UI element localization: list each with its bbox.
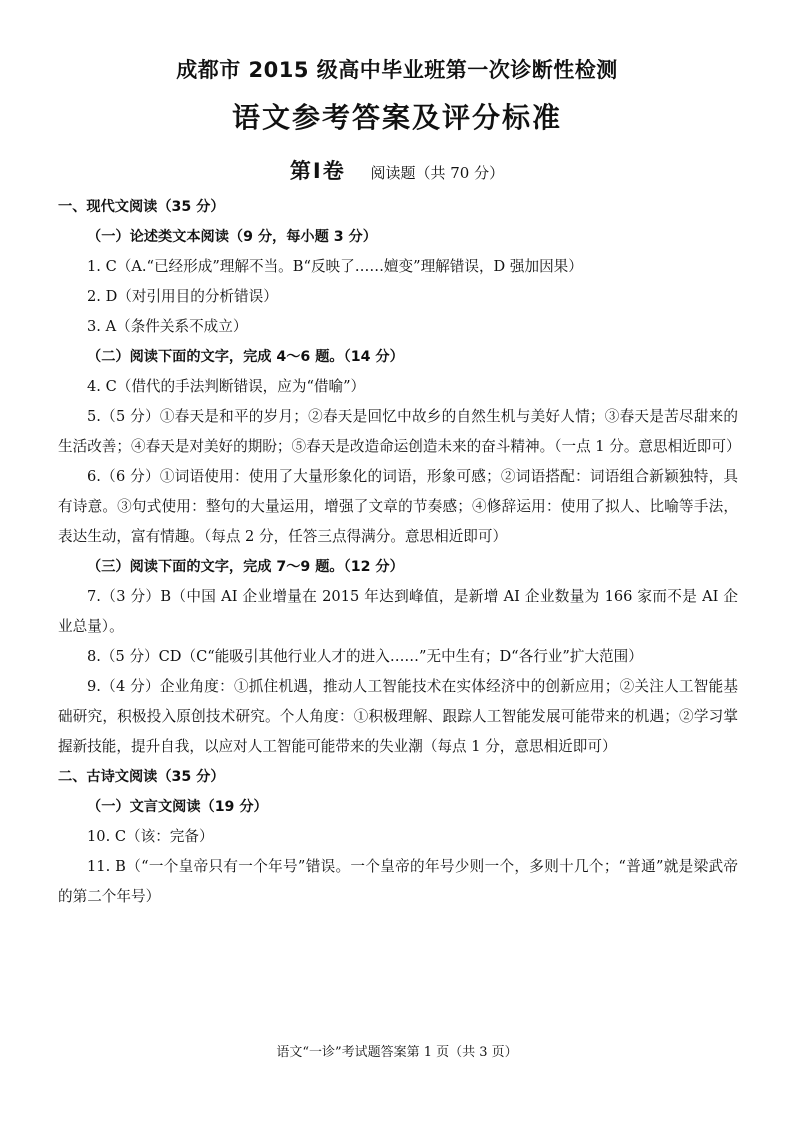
section-heading: 一、现代文阅读（35 分） bbox=[58, 199, 225, 215]
answer-item: 7.（3 分）B（中国 AI 企业增量在 2015 年达到峰值，是新增 AI 企业数量为 166 家而不是 AI 企业总量）。 bbox=[58, 588, 738, 635]
answer-item: 11. B（“一个皇帝只有一个年号”错误。一个皇帝的年号少则一个，多则十几个；“普通”就是梁武帝的第二个年号） bbox=[58, 858, 738, 905]
document-title: 语文参考答案及评分标准 bbox=[231, 101, 562, 134]
subsection-heading: （二）阅读下面的文字，完成 4～6 题。（14 分） bbox=[87, 349, 404, 365]
answer-item: 4. C（借代的手法判断错误，应为“借喻”） bbox=[87, 378, 366, 395]
subsection-heading: （一）文言文阅读（19 分） bbox=[87, 799, 268, 815]
answer-item: 6.（6 分）①词语使用：使用了大量形象化的词语，形象可感；②词语搭配：词语组合新颖独特，具有诗意。③句式使用：整句的大量运用，增强了文章的节奏感；④修辞运用：使用了拟人、比喻等手法，表达生动，富有情趣。（每点 2 分，任答三点得满分。意思相近即可） bbox=[58, 468, 738, 545]
answer-item: 1. C（A.“已经形成”理解不当。B“反映了……嬗变”理解错误，D 强加因果） bbox=[87, 258, 583, 275]
answer-content bbox=[58, 192, 741, 912]
volume-label: 第Ⅰ卷 bbox=[289, 159, 346, 183]
section-heading: 二、古诗文阅读（35 分） bbox=[58, 769, 225, 785]
answer-item: 2. D（对引用目的分析错误） bbox=[87, 288, 278, 305]
answer-item: 9.（4 分）企业角度：①抓住机遇，推动人工智能技术在实体经济中的创新应用；②关注人工智能基础研究，积极投入原创技术研究。个人角度：①积极理解、跟踪人工智能发展可能带来的机遇；②学习掌握新技能，提升自我，以应对人工智能可能带来的失业潮（每点 1 分，意思相近即可） bbox=[58, 678, 738, 755]
answer-item: 5.（5 分）①春天是和平的岁月；②春天是回忆中故乡的自然生机与美好人情；③春天是苦尽甜来的生活改善；④春天是对美好的期盼；⑤春天是改造命运创造未来的奋斗精神。（一点 1 分。意思相近即可） bbox=[58, 408, 741, 455]
answer-item: 3. A（条件关系不成立） bbox=[87, 318, 248, 335]
volume-heading bbox=[0, 155, 794, 185]
subsection-heading: （三）阅读下面的文字，完成 7～9 题。（12 分） bbox=[87, 559, 404, 575]
volume-name: 阅读题（共 70 分） bbox=[370, 164, 505, 182]
answer-item: 8.（5 分）CD（C“能吸引其他行业人才的进入……”无中生有；D“各行业”扩大范围） bbox=[87, 648, 643, 665]
subsection-heading: （一）论述类文本阅读（9 分，每小题 3 分） bbox=[87, 229, 377, 245]
page-footer: 语文“一诊”考试题答案第 1 页（共 3 页） bbox=[276, 1045, 518, 1060]
answer-item: 10. C（该：完备） bbox=[87, 828, 214, 845]
exam-title: 成都市 2015 级高中毕业班第一次诊断性检测 bbox=[176, 58, 618, 82]
